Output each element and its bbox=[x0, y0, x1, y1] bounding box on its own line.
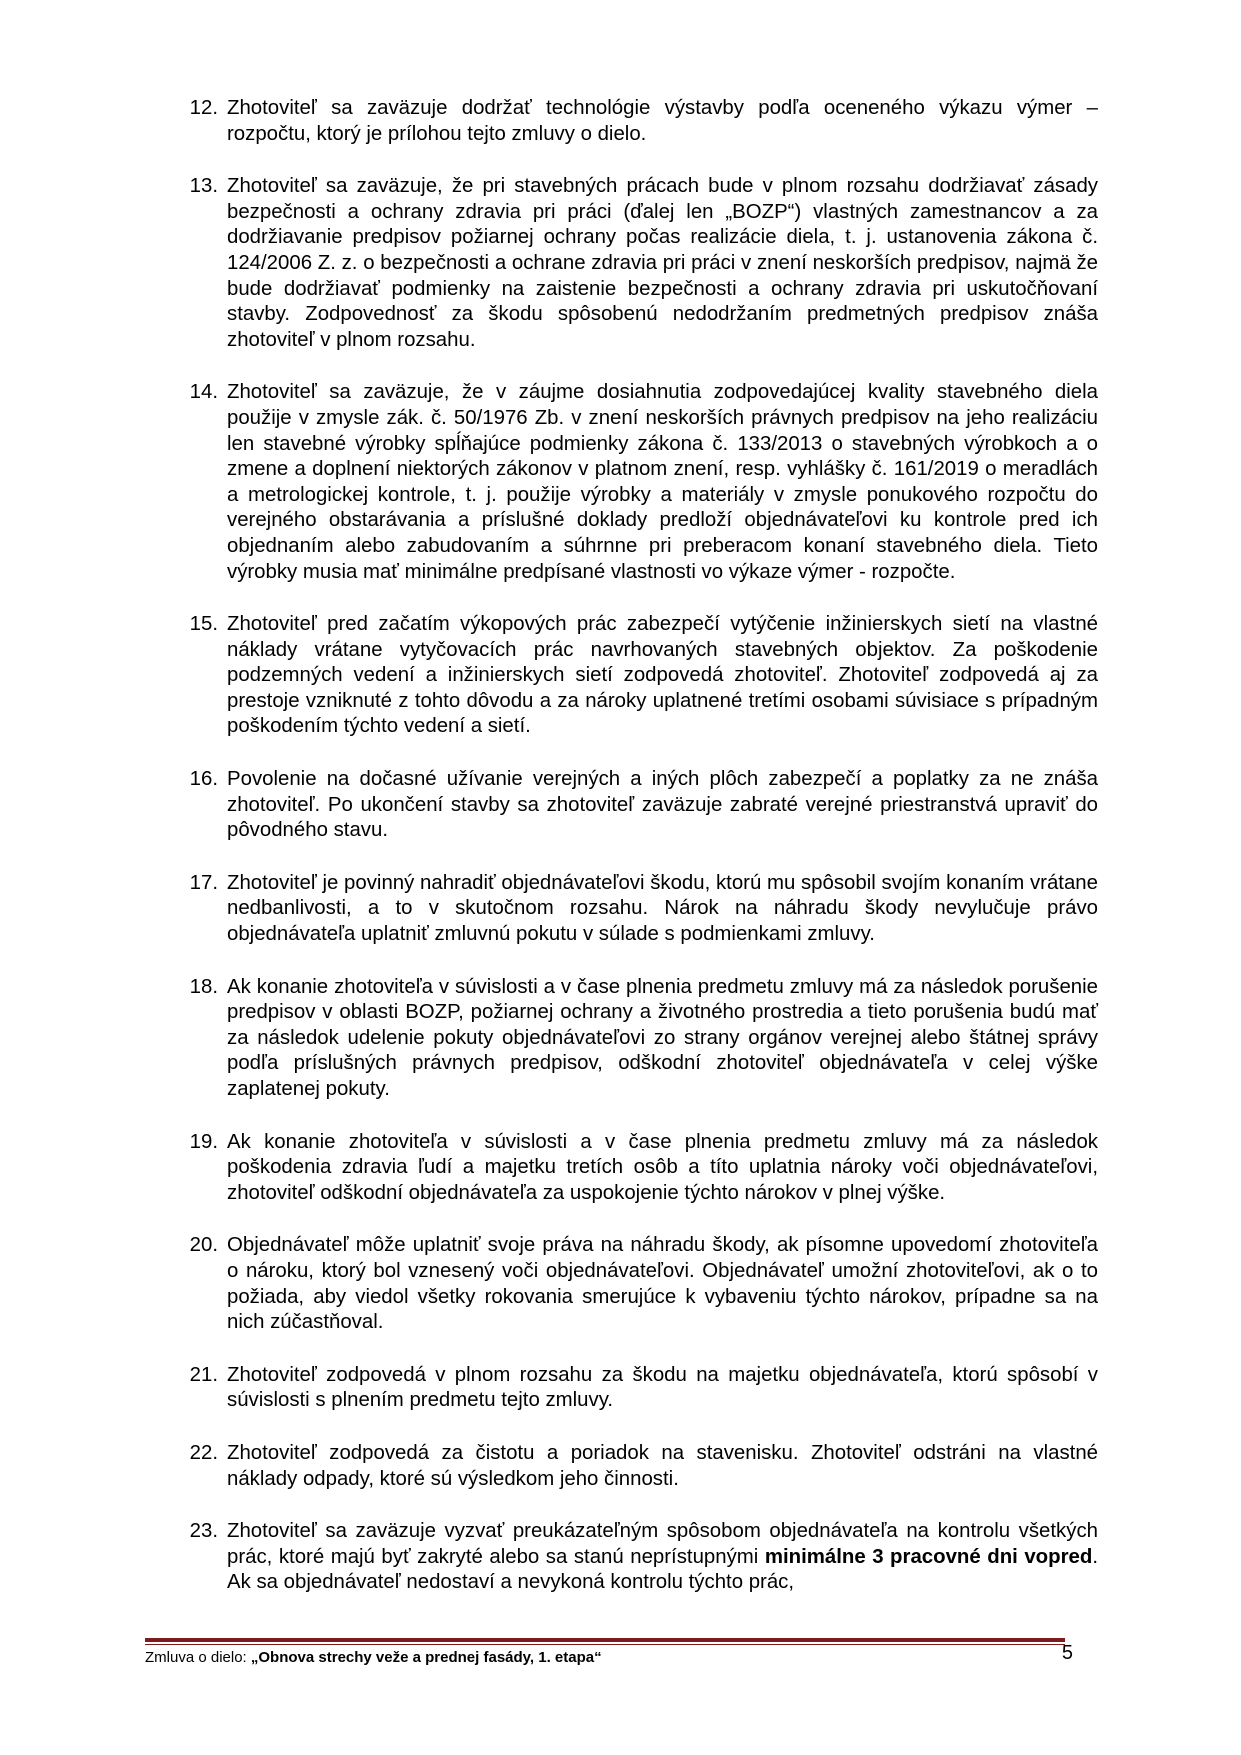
clause-20 bbox=[178, 1233, 1098, 1335]
clause-number: 12. bbox=[189, 97, 218, 119]
clause-text: Zhotoviteľ zodpovedá v plnom rozsahu za škodu na majetku objednávateľa, ktorú spôsobí v súvislosti s plnením predmetu tejto zmluvy. bbox=[227, 1363, 1098, 1412]
clause-number: 19. bbox=[189, 1130, 218, 1153]
clause-number: 20. bbox=[189, 1234, 218, 1257]
clause-number: 16. bbox=[189, 768, 218, 791]
footer-label: Zmluva o dielo: bbox=[145, 1649, 251, 1666]
clause-14 bbox=[178, 380, 1098, 585]
clause-16 bbox=[178, 767, 1098, 844]
clause-number: 13. bbox=[189, 175, 218, 198]
clause-text: Zhotoviteľ pred začatím výkopových prác zabezpečí vytýčenie inžinierskych sietí na vlastné náklady vrátane vytyčovacích prác navrhovaných stavebných objektov. Za poškodenie podzemných vedení a inžinierskych sietí zodpovedá zhotoviteľ. Zhotoviteľ zodpovedá aj za prestoje vzniknuté z tohto dôvodu a za nároky uplatnené tretími osobami súvisiace s prípadným poškodením týchto vedení a sietí. bbox=[227, 613, 1098, 738]
footer-contract-title bbox=[145, 1649, 602, 1667]
clause-text: Zhotoviteľ sa zaväzuje, že pri stavebných prácach bude v plnom rozsahu dodržiavať zásady bezpečnosti a ochrany zdravia pri práci (ďalej len „BOZP“) vlastných zamestnancov a za dodržiavanie predpisov požiarnej ochrany počas realizácie diela, t. j. ustanovenia zákona č. 124/2006 Z. z. o bezpečnosti a ochrane zdravia pri práci v znení neskorších predpisov, najmä že bude dodržiavať podmienky na zaistenie bezpečnosti a ochrany zdravia pri uskutočňovaní stavby. Zodpovednosť za škodu spôsobenú nedodržaním predmetných predpisov znáša zhotoviteľ v plnom rozsahu. bbox=[227, 175, 1098, 351]
clause-text: Zhotoviteľ je povinný nahradiť objednávateľovi škodu, ktorú mu spôsobil svojím konaním vrátane nedbanlivosti, a to v skutočnom rozsahu. Nárok na náhradu škody nevylučuje právo objednávateľa uplatniť zmluvnú pokutu v súlade s podmienkami zmluvy. bbox=[227, 871, 1098, 946]
clause-15 bbox=[178, 612, 1098, 740]
clause-number: 14. bbox=[189, 381, 218, 404]
clause-text: Zhotoviteľ sa zaväzuje dodržať technológie výstavby podľa oceneného výkazu výmer – rozpočtu, ktorý je prílohou tejto zmluvy o dielo. bbox=[227, 97, 1098, 145]
clause-text-part: . Ak sa objednávateľ nedostaví a nevykoná kontrolu týchto prác, bbox=[227, 1545, 1098, 1594]
clause-17 bbox=[178, 871, 1098, 948]
clause-13 bbox=[178, 174, 1098, 353]
clause-18 bbox=[178, 975, 1098, 1103]
clause-number: 15. bbox=[189, 613, 218, 636]
clause-text bbox=[227, 1519, 1098, 1596]
clause-number: 22. bbox=[189, 1441, 218, 1464]
footer-divider-thin bbox=[145, 1644, 1065, 1645]
clause-text: Povolenie na dočasné užívanie verejných a iných plôch zabezpečí a poplatky za ne znáša zhotoviteľ. Po ukončení stavby sa zhotoviteľ zaväzuje zabraté verejné priestranstvá upraviť do pôvodného stavu. bbox=[227, 768, 1098, 842]
footer-divider bbox=[145, 1638, 1065, 1642]
clause-text: Ak konanie zhotoviteľa v súvislosti a v čase plnenia predmetu zmluvy má za následok porušenie predpisov v oblasti BOZP, požiarnej ochrany a životného prostredia a tieto porušenia budú mať za následok udelenie pokuty objednávateľovi zo strany orgánov verejnej alebo štátnej správy podľa príslušných právnych predpisov, odškodní zhotoviteľ objednávateľa v celej výške zaplatenej pokuty. bbox=[227, 975, 1098, 1100]
clause-number: 17. bbox=[189, 871, 218, 894]
page-number: 5 bbox=[1061, 1642, 1073, 1664]
document-body bbox=[178, 96, 1098, 1623]
clause-text-part: Zhotoviteľ sa zaväzuje vyzvať preukázateľným spôsobom objednávateľa na kontrolu všetkých prác, ktoré majú byť zakryté alebo sa stanú neprístupnými bbox=[227, 1520, 1098, 1568]
clause-text: Zhotoviteľ sa zaväzuje, že v záujme dosiahnutia zodpovedajúcej kvality stavebného diela použije v zmysle zák. č. 50/1976 Zb. v znení neskorších právnych predpisov na jeho realizáciu len stavebné výrobky spĺňajúce podmienky zákona č. 133/2013 o stavebných výrobkoch a o zmene a doplnení niektorých zákonov v platnom znení, resp. vyhlášky č. 161/2019 o meradlách a metrologickej kontrole, t. j. použije výrobky a materiály v zmysle ponukového rozpočtu do verejného obstarávania a príslušné doklady predloží objednávateľovi ku kontrole pred ich objednaním alebo zabudovaním a súhrnne pri preberacom konaní stavebného diela. Tieto výrobky musia mať minimálne predpísané vlastnosti vo výkaze výmer - rozpočte. bbox=[227, 381, 1098, 583]
clause-number: 23. bbox=[189, 1520, 218, 1543]
clause-21 bbox=[178, 1363, 1098, 1414]
clause-12 bbox=[178, 96, 1098, 147]
clause-text-emphasis: minimálne 3 pracovné dni vopred bbox=[764, 1545, 1093, 1568]
clause-19 bbox=[178, 1130, 1098, 1207]
clause-22 bbox=[178, 1441, 1098, 1492]
clause-number: 21. bbox=[189, 1363, 218, 1386]
footer-title: „Obnova strechy veže a prednej fasády, 1. etapa“ bbox=[250, 1649, 602, 1666]
clause-text: Zhotoviteľ zodpovedá za čistotu a poriadok na stavenisku. Zhotoviteľ odstráni na vlastné náklady odpady, ktoré sú výsledkom jeho činnosti. bbox=[227, 1441, 1098, 1490]
clause-text: Ak konanie zhotoviteľa v súvislosti a v čase plnenia predmetu zmluvy má za následok poškodenia zdravia ľudí a majetku tretích osôb a títo uplatnia nároky voči objednávateľovi, zhotoviteľ odškodní objednávateľa za uspokojenie týchto nárokov v plnej výške. bbox=[227, 1130, 1098, 1204]
clause-number: 18. bbox=[189, 975, 218, 998]
clause-text: Objednávateľ môže uplatniť svoje práva na náhradu škody, ak písomne upovedomí zhotoviteľa o nároku, ktorý bol vznesený voči objednávateľovi. Objednávateľ umožní zhotoviteľovi, ak o to požiada, aby viedol všetky rokovania smerujúce k vybaveniu týchto nárokov, prípadne sa na nich zúčastňoval. bbox=[227, 1234, 1098, 1334]
clause-23 bbox=[178, 1519, 1098, 1596]
